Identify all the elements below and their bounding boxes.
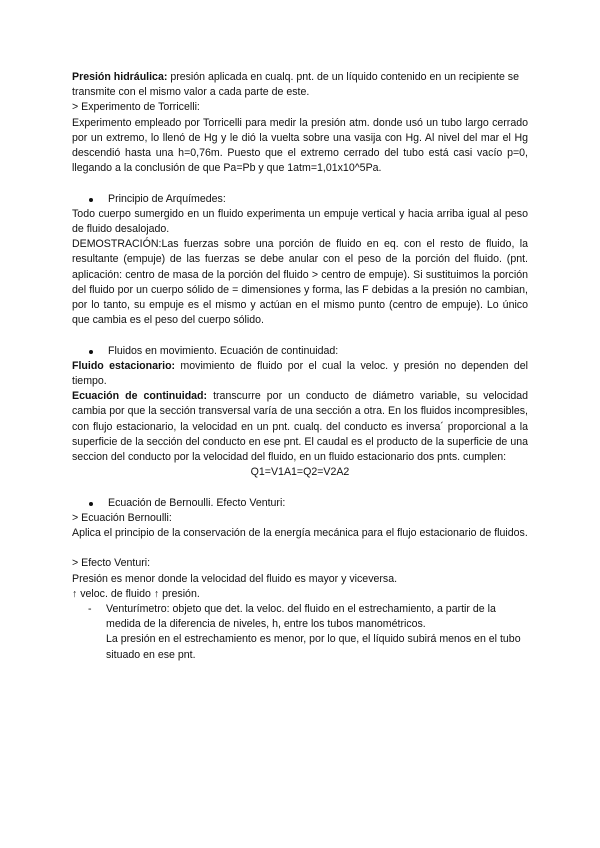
estacionario-text: movimiento de fluido por el cual la veloc. y presión no dependen del tiempo. bbox=[72, 359, 529, 388]
arquimedes-statement: Todo cuerpo sumergido en un fluido experimenta un empuje vertical y hacia arriba igual al peso de fluido desalojado. bbox=[72, 207, 528, 236]
estacionario-paragraph bbox=[72, 359, 528, 389]
bullet-dot-icon bbox=[89, 350, 93, 354]
bullet-dot-icon bbox=[89, 502, 93, 506]
arquimedes-bullet: Principio de Arquímedes: bbox=[72, 192, 528, 207]
torricelli-text: Experimento empleado por Torricelli para medir la presión atm. donde usó un tubo largo cerrado por un extremo, lo llenó de Hg y le dió la vuelta sobre una vasija con Hg. Al nivel del mar el Hg descendió hasta una h=0,76m. Puesto que el extremo cerrado del tubo está casi vacío p=0, llegando a la conclusión de que Pa=Pb y que 1atm=1,01x10^5Pa. bbox=[72, 116, 528, 175]
venturimetro-item bbox=[72, 602, 528, 632]
continuidad-equation: Q1=V1A1=Q2=V2A2 bbox=[250, 466, 350, 479]
venturi-rule: ↑ veloc. de fluido ↑ presión. bbox=[72, 587, 200, 600]
estacionario-term: Fluido estacionario: bbox=[72, 359, 176, 372]
continuidad-term: Ecuación de continuidad: bbox=[72, 390, 208, 403]
torricelli-heading: > Experimento de Torricelli: bbox=[72, 101, 200, 114]
bernoulli-heading: > Ecuación Bernoulli: bbox=[72, 511, 172, 524]
continuidad-text: transcurre por un conducto de diámetro variable, su velocidad cambia por que la sección transversal varía de una sección a otra. En los fluidos incompresibles, con flujo estacionario, la velocidad en un pnt. cualq. del conducto es inversa´ proporcional a la superficie de la sección del conducto en ese pnt. El caudal es el producto de la superficie de una seccion del conducto por la velocidad del fluido, en un fluido estacionario dos pnts. cumplen: bbox=[72, 390, 528, 464]
hidraulica-term: Presión hidráulica: bbox=[72, 71, 168, 83]
bernoulli-bullet: Ecuación de Bernoulli. Efecto Venturi: bbox=[72, 496, 528, 511]
document-body bbox=[72, 70, 528, 663]
dash-marker: - bbox=[88, 603, 92, 616]
arquimedes-demonstration: DEMOSTRACIÓN:Las fuerzas sobre una porción de fluido en eq. con el resto de fluido, la resultante (empuje) de las fuerzas se debe anular con el peso de la porción del fluido. (pnt. aplicación: centro de masa de la porción del fluido > centro de empuje). Si sustituimos la porción del fluido por un cuerpo sólido de = dimensiones y forma, las F debidas a la presión no cambian, por lo tanto, su empuje es el mismo y actúan en el mismo punto (centro de empuje). Lo único que cambia es el peso del cuerpo sólido. bbox=[72, 238, 528, 327]
fluidos-bullet: Fluidos en movimiento. Ecuación de continuidad: bbox=[72, 344, 528, 359]
hidraulica-definition: presión aplicada en cualq. pnt. de un líquido contenido en un recipiente se transmite con el mismo valor a cada parte de este. bbox=[72, 71, 519, 99]
continuidad-paragraph bbox=[72, 389, 528, 465]
venturimetro-text: Venturímetro: objeto que det. la veloc. del fluido en el estrechamiento, a partir de la medida de la diferencia de niveles, h, entre los tubos manométricos. bbox=[106, 603, 496, 631]
venturi-text: Presión es menor donde la velocidad del fluido es mayor y viceversa. bbox=[72, 572, 398, 585]
venturi-heading: > Efecto Venturi: bbox=[72, 557, 151, 570]
bullet-dot-icon bbox=[89, 198, 93, 202]
hidraulica-paragraph bbox=[72, 70, 528, 100]
venturimetro-note: La presión en el estrechamiento es menor, por lo que, el líquido subirá menos en el tubo situado en ese pnt. bbox=[106, 633, 521, 661]
bernoulli-text: Aplica el principio de la conservación de la energía mecánica para el flujo estacionario de fluidos. bbox=[72, 527, 528, 540]
